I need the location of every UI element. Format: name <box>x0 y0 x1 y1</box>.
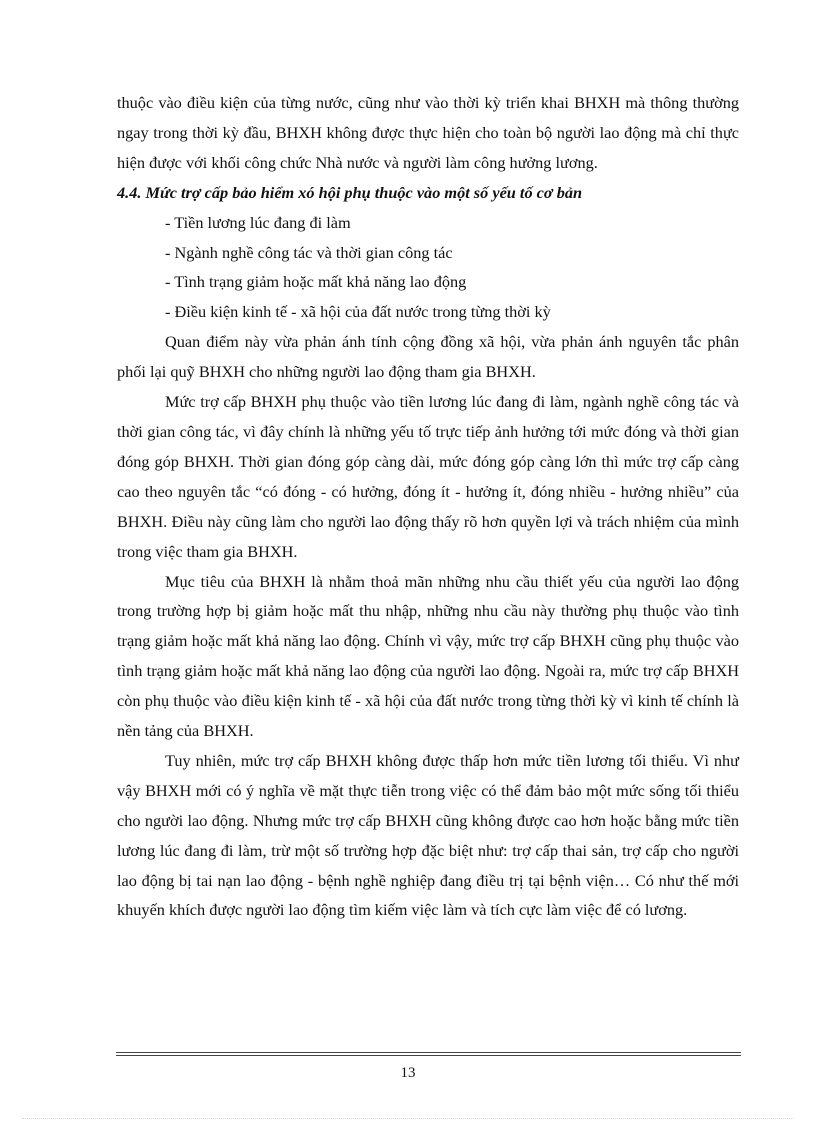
document-body <box>117 88 739 925</box>
paragraph: Mức trợ cấp BHXH phụ thuộc vào tiền lương lúc đang đi làm, ngành nghề công tác và thời gian công tác, vì đây chính là những yếu tố trực tiếp ảnh hưởng tới mức đóng và thời gian đóng góp BHXH. Thời gian đóng góp càng dài, mức đóng góp càng lớn thì mức trợ cấp càng cao theo nguyên tắc “có đóng - có hưởng, đóng ít - hưởng ít, đóng nhiều - hưởng nhiều” của BHXH. Điều này cũng làm cho người lao động thấy rõ hơn quyền lợi và trách nhiệm của mình trong việc tham gia BHXH. <box>117 392 739 561</box>
paragraph: Quan điểm này vừa phản ánh tính cộng đồng xã hội, vừa phản ánh nguyên tắc phân phối lại quỹ BHXH cho những người lao động tham gia BHXH. <box>117 332 739 382</box>
factor-list <box>117 208 739 328</box>
footer-divider <box>116 1055 741 1056</box>
page-border <box>22 1118 794 1119</box>
list-item: - Tiền lương lúc đang đi làm <box>165 212 351 232</box>
section-heading: 4.4. Mức trợ cấp bảo hiểm xó hội phụ thuộc vào một số yếu tố cơ bản <box>117 182 583 202</box>
list-item: - Tình trạng giảm hoặc mất khả năng lao động <box>165 272 467 292</box>
list-item: - Điều kiện kinh tế - xã hội của đất nước trong từng thời kỳ <box>165 302 551 322</box>
footer-divider <box>116 1052 741 1053</box>
page-number: 13 <box>400 1065 416 1081</box>
intro-paragraph: thuộc vào điều kiện của từng nước, cũng như vào thời kỳ triển khai BHXH mà thông thường ngay trong thời kỳ đầu, BHXH không được thực hiện cho toàn bộ người lao động mà chỉ thực hiện được với khối công chức Nhà nước và người làm công hưởng lương. <box>117 93 739 172</box>
paragraph: Tuy nhiên, mức trợ cấp BHXH không được thấp hơn mức tiền lương tối thiểu. Vì như vậy BHXH mới có ý nghĩa về mặt thực tiễn trong việc có thể đảm bảo một mức sống tối thiểu cho người lao động. Nhưng mức trợ cấp BHXH cũng không được cao hơn hoặc bằng mức tiền lương lúc đang đi làm, trừ một số trường hợp đặc biệt như: trợ cấp thai sản, trợ cấp cho người lao động bị tai nạn lao động - bệnh nghề nghiệp đang điều trị tại bệnh viện… Có như thế mới khuyến khích được người lao động tìm kiếm việc làm và tích cực làm việc để có lương. <box>117 750 739 920</box>
list-item: - Ngành nghề công tác và thời gian công tác <box>165 242 453 262</box>
paragraph: Mục tiêu của BHXH là nhằm thoả mãn những nhu cầu thiết yếu của người lao động trong trường hợp bị giảm hoặc mất thu nhập, những nhu cầu này thường phụ thuộc vào tình trạng giảm hoặc mất khả năng lao động. Chính vì vậy, mức trợ cấp BHXH cũng phụ thuộc vào tình trạng giảm hoặc mất khả năng lao động của người lao động. Ngoài ra, mức trợ cấp BHXH còn phụ thuộc vào điều kiện kinh tế - xã hội của đất nước trong từng thời kỳ vì kinh tế chính là nền tảng của BHXH. <box>117 571 739 741</box>
